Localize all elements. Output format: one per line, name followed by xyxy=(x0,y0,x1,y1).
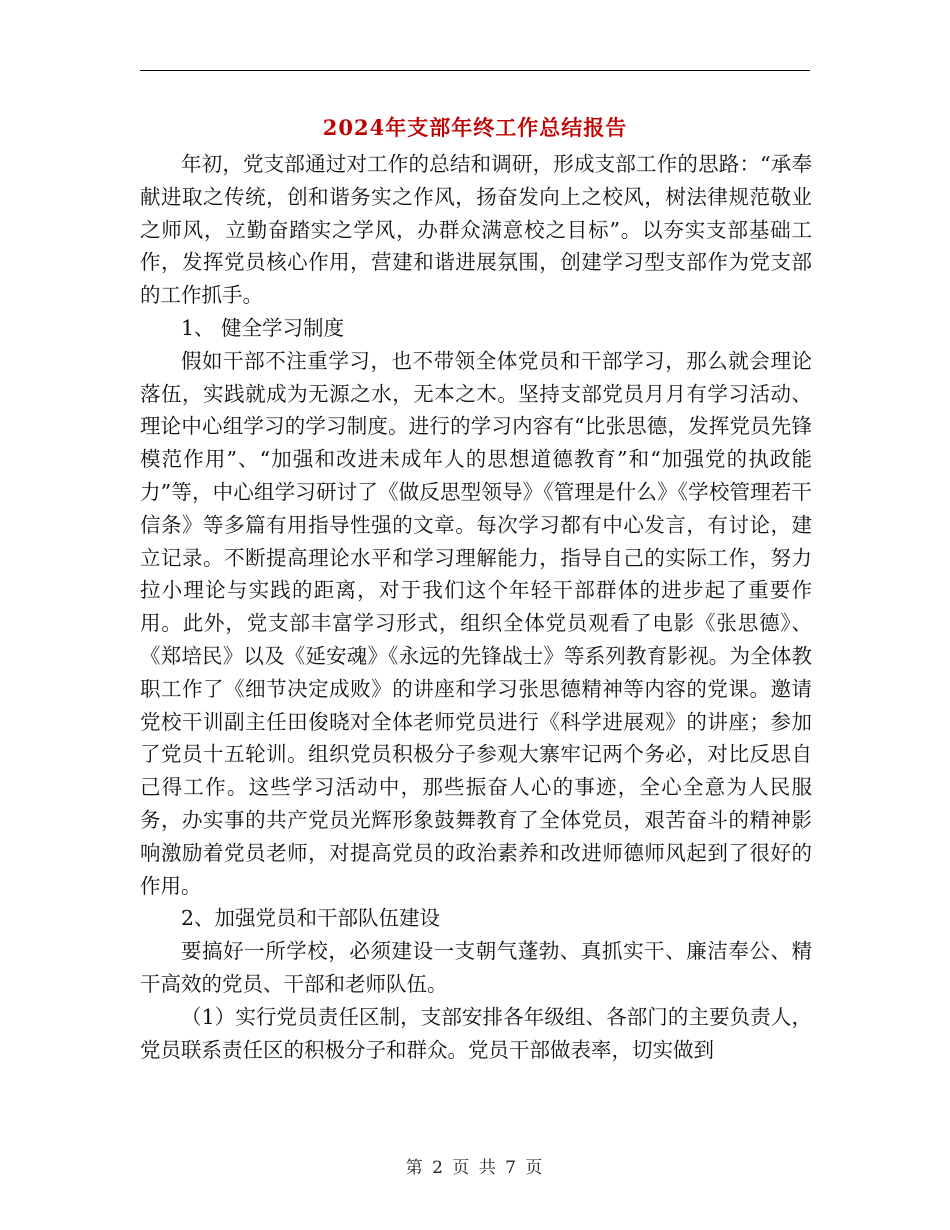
document-title: 2024年支部年终工作总结报告 xyxy=(322,115,628,140)
paragraph-study-system: 假如干部不注重学习，也不带领全体党员和干部学习，那么就会理论落伍，实践就成为无源之水，无本之木。坚持支部党员月月有学习活动、理论中心组学习的学习制度。进行的学习内容有“比张思德，发挥党员先锋模范作用”、“加强和改进未成年人的思想道德教育”和“加强党的执政能力”等，中心组学习研讨了《做反思型领导》《管理是什么》《学校管理若干信条》等多篇有用指导性强的文章。每次学习都有中心发言，有讨论，建立记录。不断提高理论水平和学习理解能力，指导自己的实际工作，努力拉小理论与实践的距离，对于我们这个年轻干部群体的进步起了重要作用。此外，党支部丰富学习形式，组织全体党员观看了电影《张思德》、《郑培民》以及《延安魂》《永远的先锋战士》等系列教育影视。为全体教职工作了《细节决定成败》的讲座和学习张思德精神等内容的党课。邀请党校干训副主任田俊晓对全体老师党员进行《科学进展观》的讲座；参加了党员十五轮训。组织党员积极分子参观大寨牢记两个务必，对比反思自己得工作。这些学习活动中，那些振奋人心的事迹，全心全意为人民服务，办实事的共产党员光辉形象鼓舞教育了全体党员，艰苦奋斗的精神影响激励着党员老师，对提高党员的政治素养和改进师德师风起到了很好的作用。 xyxy=(140,348,812,898)
header-rule xyxy=(140,70,810,71)
document-body xyxy=(140,148,812,1066)
section-heading-team-building: 2、加强党员和干部队伍建设 xyxy=(181,906,441,931)
paragraph-intro: 年初，党支部通过对工作的总结和调研，形成支部工作的思路：“承奉献进取之传统，创和谐务实之作风，扬奋发向上之校风，树法律规范敬业之师风，立勤奋踏实之学风，办群众满意校之目标”。以夯实支部基础工作，发挥党员核心作用，营建和谐进展氛围，创建学习型支部作为党支部的工作抓手。 xyxy=(140,152,812,308)
section-heading-study-system: 1、 健全学习制度 xyxy=(181,315,345,340)
paragraph-responsibility-zone: （1）实行党员责任区制，支部安排各年级组、各部门的主要负责人，党员联系责任区的积极分子和群众。党员干部做表率，切实做到 xyxy=(140,1004,812,1062)
page-number: 第 2 页 共 7 页 xyxy=(405,1158,545,1178)
paragraph-team-building: 要搞好一所学校，必须建设一支朝气蓬勃、真抓实干、廉洁奉公、精干高效的党员、干部和老师队伍。 xyxy=(140,939,812,996)
